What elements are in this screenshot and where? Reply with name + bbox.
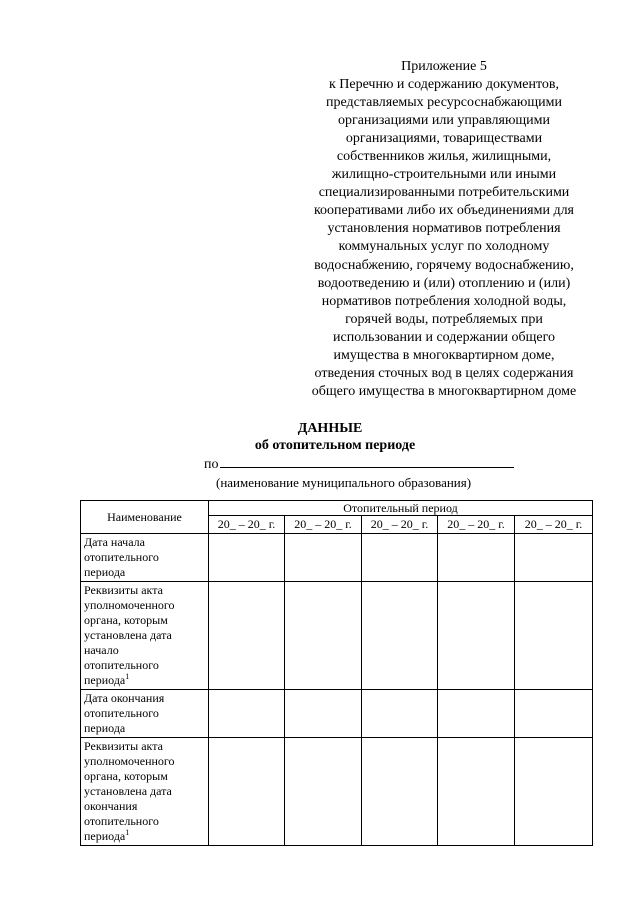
table-cell[interactable] (515, 534, 593, 582)
appendix-line: жилищно-строительными или иными (331, 167, 557, 183)
row-label-line: установлена дата (84, 628, 172, 642)
table-cell[interactable] (209, 534, 285, 582)
row-label-line: отопительного (84, 550, 159, 564)
table-cell[interactable] (515, 738, 593, 846)
row-label-line: периода (84, 565, 126, 579)
row-label-text: периода (84, 829, 126, 843)
table-row (81, 690, 593, 738)
table-cell[interactable] (362, 582, 438, 690)
municipality-caption: (наименование муниципального образования) (216, 475, 472, 490)
column-header-year: 20_ – 20_ г. (362, 516, 438, 534)
appendix-line: к Перечню и содержанию документов, (328, 77, 560, 93)
table-row (81, 534, 593, 582)
document-subtitle: об отопительном периоде (254, 438, 416, 453)
appendix-line: организациями, товариществами (345, 131, 543, 147)
appendix-line: специализированными потребительскими (318, 185, 570, 201)
row-label-line (84, 673, 205, 688)
row-label (81, 738, 209, 846)
appendix-line: водоотведению и (или) отоплению и (или) (317, 275, 571, 291)
row-label-line: органа, которым (84, 613, 168, 627)
heating-period-table (80, 500, 593, 846)
row-label-line: отопительного (84, 658, 159, 672)
appendix-line: организациями или управляющими (337, 113, 551, 129)
table-cell[interactable] (362, 738, 438, 846)
column-header-year: 20_ – 20_ г. (438, 516, 515, 534)
table-row (81, 582, 593, 690)
row-label-line: органа, которым (84, 769, 168, 783)
table-cell[interactable] (515, 690, 593, 738)
appendix-line: коммунальных услуг по холодному (338, 239, 550, 255)
column-header-year: 20_ – 20_ г. (285, 516, 362, 534)
appendix-line: использовании и содержании общего (333, 329, 555, 345)
footnote-marker: 1 (125, 672, 130, 681)
table-cell[interactable] (515, 582, 593, 690)
table-cell[interactable] (209, 582, 285, 690)
table-cell[interactable] (362, 534, 438, 582)
row-label-line: периода (84, 721, 126, 735)
table-cell[interactable] (209, 690, 285, 738)
appendix-line: собственников жилья, жилищными, (336, 149, 552, 165)
column-header-name: Наименование (81, 501, 209, 534)
appendix-block (296, 58, 592, 401)
table-cell[interactable] (285, 690, 362, 738)
column-header-year: 20_ – 20_ г. (515, 516, 593, 534)
table-cell[interactable] (285, 534, 362, 582)
table-cell[interactable] (438, 738, 515, 846)
appendix-line: водоснабжению, горячему водоснабжению, (314, 257, 574, 273)
appendix-line: общего имущества в многоквартирном доме (311, 383, 577, 399)
row-label-line: окончания (84, 799, 138, 813)
municipality-blank (220, 455, 514, 468)
row-label-line: отопительного (84, 814, 159, 828)
row-label-line: Дата начала (84, 535, 145, 549)
row-label-line: Дата окончания (84, 691, 165, 705)
table-cell[interactable] (285, 582, 362, 690)
row-label-line: Реквизиты акта (84, 739, 163, 753)
table-cell[interactable] (438, 582, 515, 690)
table-cell[interactable] (362, 690, 438, 738)
row-label-line: отопительного (84, 706, 159, 720)
row-label (81, 534, 209, 582)
row-label-line: Реквизиты акта (84, 583, 163, 597)
appendix-line: отведения сточных вод в целях содержания (314, 365, 574, 381)
appendix-line: имущества в многоквартирном доме, (333, 347, 555, 363)
row-label-line: установлена дата (84, 784, 172, 798)
document-title: ДАННЫЕ (297, 421, 363, 436)
appendix-line: кооперативами либо их объединениями для (313, 203, 575, 219)
table-cell[interactable] (209, 738, 285, 846)
municipality-prefix: по (204, 457, 219, 472)
appendix-line: нормативов потребления холодной воды, (321, 293, 567, 309)
appendix-title: Приложение 5 (401, 59, 487, 74)
table-cell[interactable] (438, 534, 515, 582)
row-label-line: начало (84, 643, 119, 657)
row-label-text: периода (84, 673, 126, 687)
row-label (81, 690, 209, 738)
column-header-period: Отопительный период (209, 501, 593, 516)
row-label-line (84, 829, 205, 844)
municipality-line (204, 455, 514, 473)
appendix-line: представляемых ресурсоснабжающими (325, 95, 562, 111)
row-label-line: уполномоченного (84, 598, 175, 612)
table-cell[interactable] (438, 690, 515, 738)
footnote-marker: 1 (125, 828, 130, 837)
column-header-year: 20_ – 20_ г. (209, 516, 285, 534)
appendix-line: горячей воды, потребляемых при (345, 311, 543, 327)
table-cell[interactable] (285, 738, 362, 846)
row-label (81, 582, 209, 690)
table-row (81, 738, 593, 846)
row-label-line: уполномоченного (84, 754, 175, 768)
appendix-line: установления нормативов потребления (327, 221, 561, 237)
